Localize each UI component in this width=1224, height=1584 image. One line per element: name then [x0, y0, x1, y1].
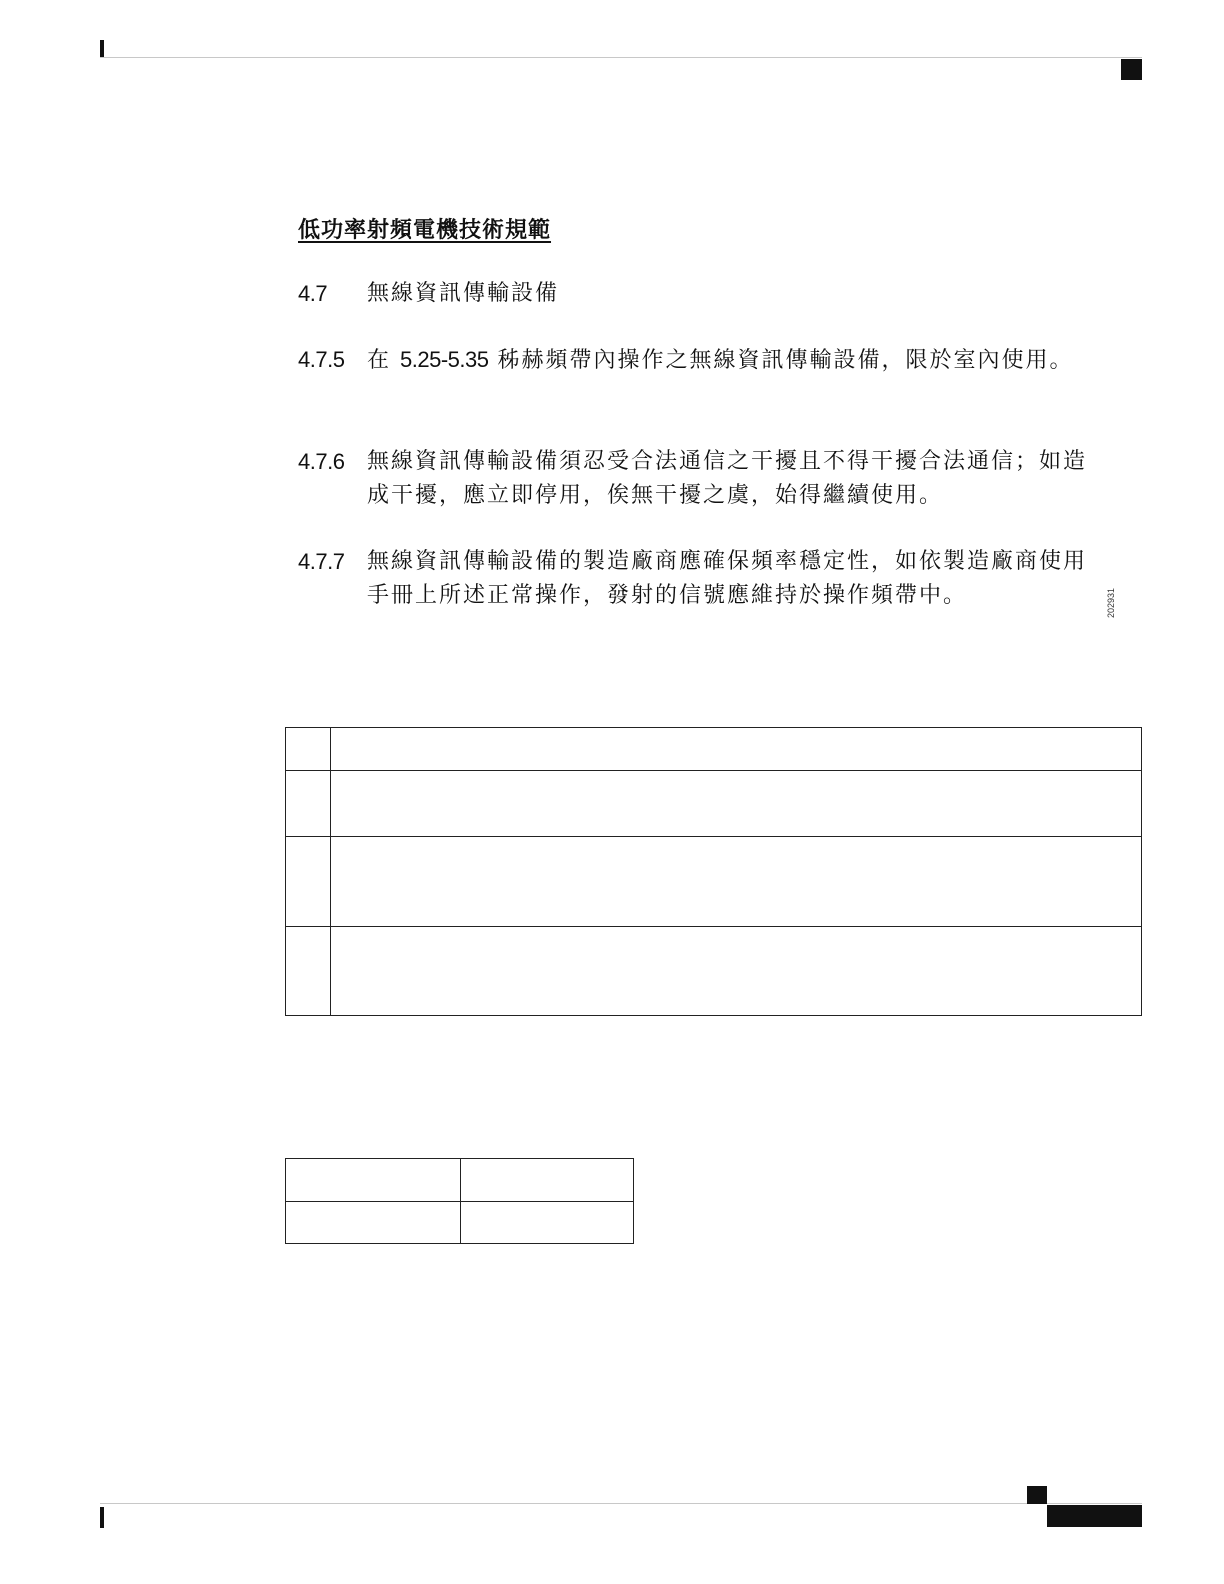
- table-row: [286, 927, 1142, 1016]
- table-row: [286, 1159, 634, 1202]
- table-cell: [286, 837, 331, 927]
- image-id: 202931: [1106, 587, 1116, 618]
- clause-number: 4.7.7: [298, 549, 345, 574]
- table-row: [286, 728, 1142, 771]
- table-cell: [331, 771, 1142, 837]
- clause-number: 4.7.5: [298, 347, 345, 372]
- clause-4-7-6: [298, 445, 1098, 513]
- empty-info-table: [285, 1158, 634, 1244]
- clause-number: 4.7.6: [298, 449, 345, 474]
- table-cell: [331, 728, 1142, 771]
- header-corner-marker: [1121, 59, 1142, 80]
- clause-4-7: [298, 277, 1098, 311]
- table-cell: [286, 927, 331, 1016]
- frequency-range: 5.25-5.35: [400, 347, 489, 372]
- footer-page-bar: [1047, 1505, 1142, 1527]
- footer-tick-mark: [100, 1507, 104, 1528]
- footer-rule: [100, 1503, 1142, 1504]
- table-row: [286, 771, 1142, 837]
- clause-text-prefix: 在: [367, 348, 392, 373]
- table-cell: [286, 1202, 461, 1244]
- empty-note-table: [285, 727, 1142, 1016]
- clause-text: [367, 343, 1098, 378]
- table-row: [286, 837, 1142, 927]
- table-cell: [331, 837, 1142, 927]
- table-cell: [286, 771, 331, 837]
- clause-number: 4.7: [298, 281, 328, 306]
- clause-text-suffix: 秭赫頻帶內操作之無線資訊傳輸設備，限於室內使用。: [497, 348, 1074, 373]
- table-row: [286, 1202, 634, 1244]
- header-rule: [100, 57, 1142, 58]
- clause-text: 無線資訊傳輸設備的製造廠商應確保頻率穩定性，如依製造廠商使用手冊上所述正常操作，發射的信號應維持於操作頻帶中。: [367, 549, 1088, 608]
- table-cell: [461, 1159, 634, 1202]
- table-cell: [286, 728, 331, 771]
- table-cell: [286, 1159, 461, 1202]
- footer-corner-marker: [1027, 1486, 1047, 1504]
- header-tick-mark: [100, 40, 104, 57]
- clause-text: 無線資訊傳輸設備: [367, 281, 560, 306]
- clause-4-7-5: [298, 343, 1098, 378]
- clause-text: 無線資訊傳輸設備須忍受合法通信之干擾且不得干擾合法通信；如造成干擾，應立即停用，俟無干擾之虞，始得繼續使用。: [367, 449, 1088, 508]
- clause-4-7-7: [298, 545, 1098, 613]
- table-cell: [461, 1202, 634, 1244]
- regulation-title: 低功率射頻電機技術規範: [298, 217, 552, 243]
- table-cell: [331, 927, 1142, 1016]
